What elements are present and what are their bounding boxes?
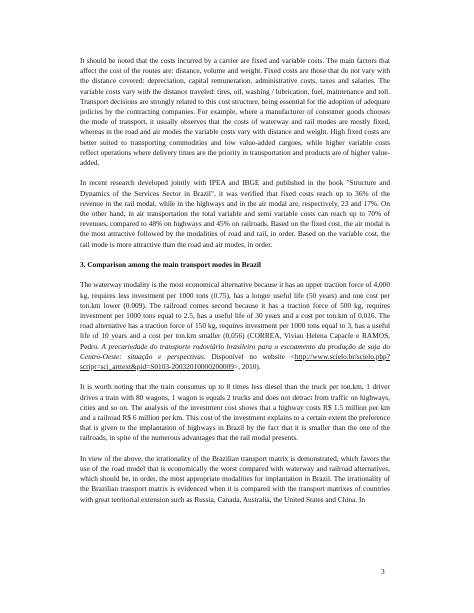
paragraph-ipea-ibge-research: In recent research developed jointly with IPEA and IBGE and published in the book "Structure and Dynamics of the Services Sector in Brazil", it was verified that fixed costs reach up to 36% of the revenue in the rail modal, while in the highways and in the air modal are, respectively, 23 and 17%. On the other hand, in air transportation the total variable and semi variable costs can reach up to 70% of revenues, compared to 48% on highways and 45% on railroads. Based on the fixed cost, the air modal is the most attractive followed by the modalities of road and rail, in order. Based on the variable cost, the rail mode is more attractive than the road and air modes, in order. — [80, 178, 390, 249]
paragraph-text: Disponível no website < — [205, 351, 295, 361]
paragraph-text: The waterway modality is the most economical alternative because it has an upper traction force of 4,000 kg, requires less investment per 1000 tons (0.75), has a longer useful life (50 years) and one cost per ton.km lower (0.009). The railroad comes second because it has a traction force of 500 kg, requires investment per 1000 tons equal to 2.5, has a useful life of 30 years and a cost per ton.km of 0,016. The road alternative has a traction force of 150 kg, requires investment per 1000 tons equal to 3, has a useful life of 10 years and a cost per ton.km smaller (0,056) (CORREA, Vivian Helena Capacle e RAMOS, Pedro. — [80, 280, 390, 351]
paragraph-transport-matrix: In view of the above, the irrationality of the Brazilian transport matrix is demonstrated, which favors the use of the road model that is economically the worst compared with waterway and railroad alternatives, which should be, in order, the most appropriate modalities for implantation in Brazil. The irrationality of the Brazilian transport matrix is evidenced when it is compared with the transport matrixes of countries with great territorial extension such as Russia, Canada, Australia, the United States and China. In — [80, 453, 390, 504]
paragraph-text: >, 2010). — [233, 362, 261, 372]
paragraph-train-consumption: It is worth noting that the train consumes up to 8 times less diesel than the truck per ton.km, 1 driver drives a train with 80 wagons, 1 wagon is equals 2 trucks and does not detract from traffic on highways, cities and so on. The analysis of the investment cost shows that a highway costs R$ 1.5 million per km and a railroad R$ 6 million per km. This cost of the investment explains to a certain extent the preference that is given to the implantation of highways in Brazil by the fact that it is smaller than the one of the railroads, in spite of the numerous advantages that the rail modal presents. — [80, 382, 390, 443]
section-heading: 3. Comparison among the main transport modes in Brazil — [80, 260, 261, 270]
citation-title: A precariedade do transporte rodoviário brasileiro para o escoamento da produção de soja do Centro-Oeste: situação e perspectivas. — [80, 341, 390, 361]
paragraph-waterway-modality — [80, 280, 390, 372]
page-content — [80, 56, 390, 515]
page-number: 3 — [381, 567, 385, 576]
citation-link[interactable]: http://www.scielo.br/scielo.php?script=sci_arttext&pid=S0103-20032010000200009 — [80, 351, 390, 372]
paragraph-transport-costs: It should be noted that the costs incurred by a carrier are fixed and variable costs. The main factors that affect the cost of the routes are: distance, volume and weight. Fixed costs are those that do not vary with the distance covered: depreciation, capital remuneration, administrative costs, taxes and salaries. The variable costs vary with the distance traveled: tires, oil, washing / lubrication, fuel, maintenance and toll. Transport decisions are strongly related to this cost structure, being essential for the adoption of adequate policies by the contracting companies. For example, where a manufacturer of consumer goods chooses the mode of transport, it usually observes that the costs of waterway and rail modes are mostly fixed, whereas in the road and air modes the variable costs vary with distance and weight. High fixed costs are better suited to transporting commodities and low value-added cargoes, while higher variable costs reflect operations where delivery times are the priority in transportation and products are of higher value-added. — [80, 56, 390, 168]
